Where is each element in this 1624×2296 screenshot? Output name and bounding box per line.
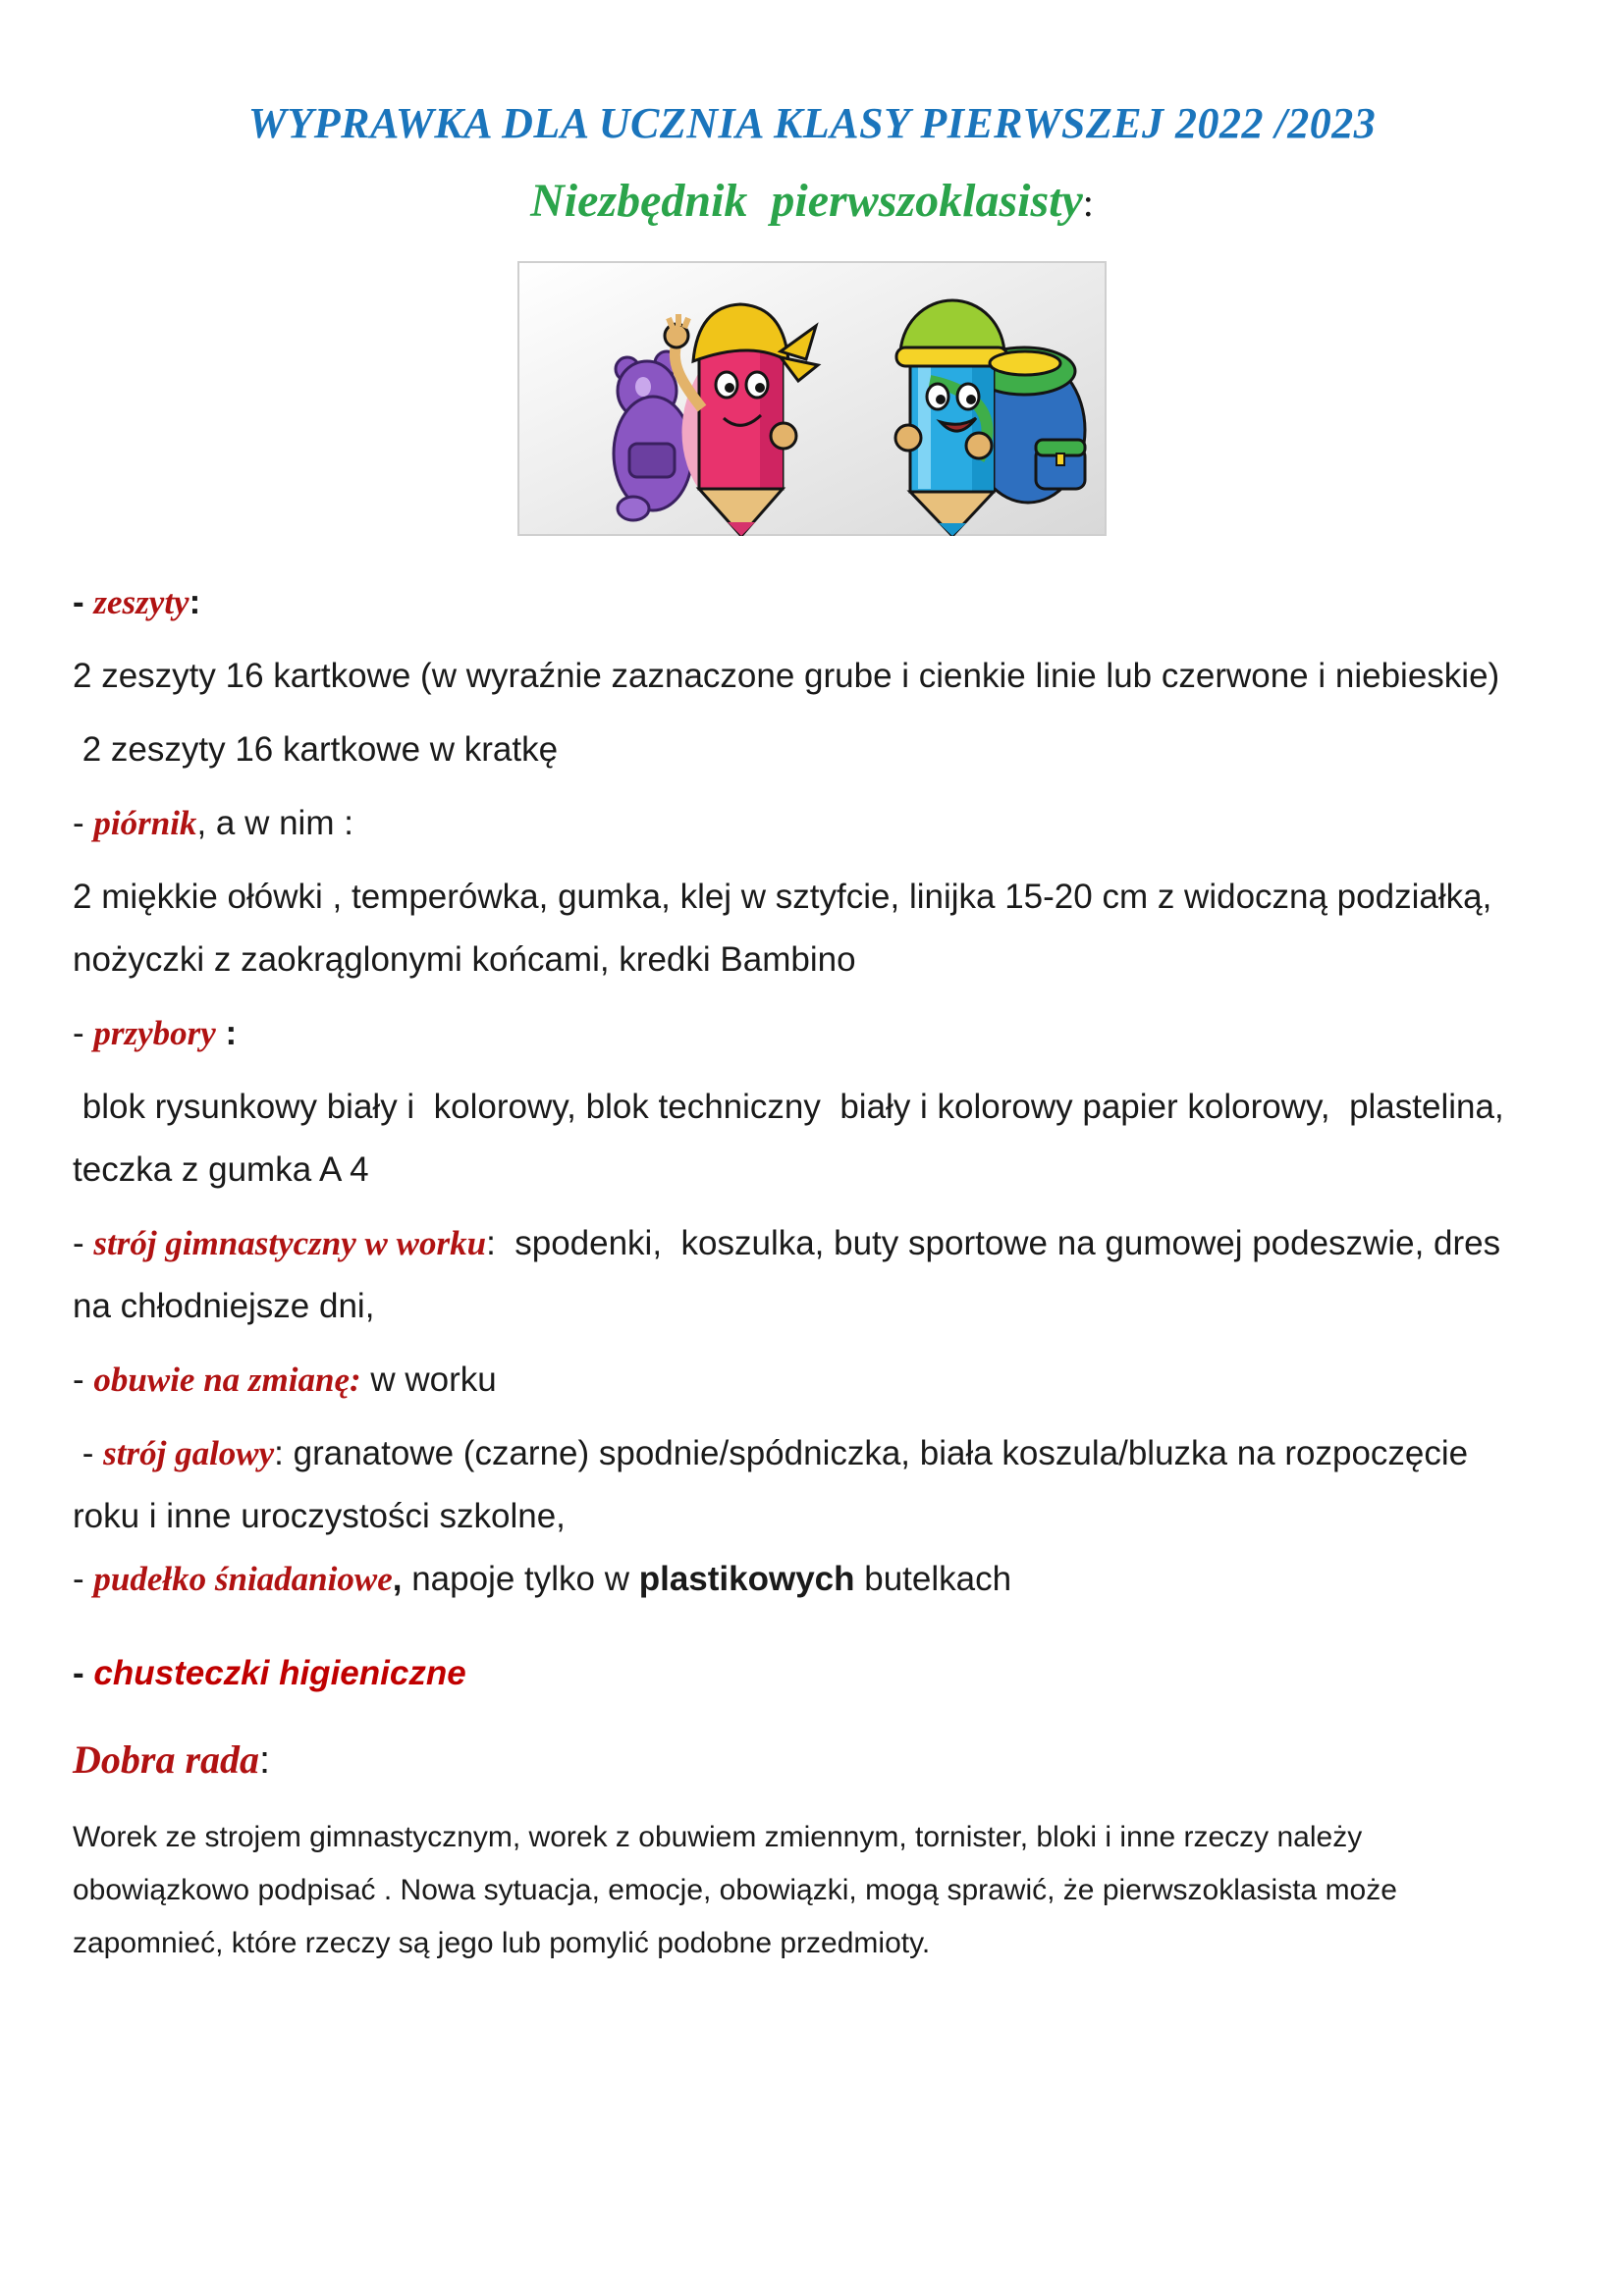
- item-label-stroj-gimnastyczny: strój gimnastyczny w worku: [93, 1224, 487, 1262]
- body-zeszyty-1: 2 zeszyty 16 kartkowe (w wyraźnie zaznaczone grube i cienkie linie lub czerwone i niebieskie): [73, 657, 1500, 695]
- item-colon: :: [189, 583, 201, 621]
- item-dash: -: [73, 1434, 104, 1472]
- item-rest: :: [215, 1014, 238, 1052]
- page-subtitle: [0, 174, 1624, 228]
- item-label-piornik: piórnik: [93, 804, 197, 842]
- footer-note: Worek ze strojem gimnastycznym, worek z obuwiem zmiennym, tornister, bloki i inne rzeczy należy obowiązkowo podpisać . Nowa sytuacja, emocje, obowiązki, mogą sprawić, że pierwszoklasista może zapomnieć, które rzeczy są jego lub pomylić podobne przedmioty.: [73, 1821, 1406, 1959]
- item-label-obuwie: obuwie na zmianę:: [93, 1361, 361, 1399]
- item-dash: -: [73, 804, 94, 842]
- item-rest: w worku: [360, 1361, 497, 1399]
- item-mid: napoje tylko w: [402, 1560, 639, 1598]
- body-przybory: blok rysunkowy biały i kolorowy, blok techniczny biały i kolorowy papier kolorowy, plastelina, teczka z gumka A 4: [73, 1088, 1514, 1189]
- item-comma: ,: [392, 1560, 403, 1598]
- item-label-zeszyty: zeszyty: [93, 583, 189, 621]
- item-label-przybory: przybory: [93, 1014, 216, 1052]
- item-dash: -: [73, 1654, 94, 1692]
- subtitle-text: Niezbędnik pierwszoklasisty: [530, 175, 1083, 227]
- item-rest: : spodenki, koszulka, buty sportowe na gumowej podeszwie, dres na chłodniejsze dni,: [73, 1224, 1510, 1325]
- item-rest: , a w nim :: [196, 804, 353, 842]
- item-dash: -: [73, 1361, 94, 1399]
- pencil-characters-image: [517, 261, 1107, 536]
- item-label-stroj-galowy: strój galowy: [103, 1434, 275, 1472]
- subtitle-colon: :: [1082, 181, 1094, 225]
- supply-list: [0, 536, 1624, 1970]
- item-label-chusteczki: chusteczki higieniczne: [93, 1654, 466, 1692]
- dobra-rada-label: Dobra rada: [73, 1737, 260, 1782]
- body-zeszyty-2: 2 zeszyty 16 kartkowe w kratkę: [73, 730, 559, 769]
- list-item-obuwie: [73, 1349, 1536, 1412]
- pencils-illustration: [517, 261, 1107, 536]
- item-dash: -: [73, 1224, 94, 1262]
- item-dash: -: [73, 1560, 94, 1598]
- list-item-piornik: [73, 792, 1536, 855]
- item-dash: -: [73, 583, 94, 621]
- list-item-stroj-galowy: [73, 1422, 1536, 1548]
- item-dash: -: [73, 1014, 94, 1052]
- list-item-przybory: [73, 1002, 1536, 1065]
- dobra-rada-colon: :: [259, 1738, 271, 1782]
- list-item-zeszyty: [73, 571, 1536, 634]
- item-bold-word: plastikowych: [638, 1560, 855, 1598]
- list-item-pudelko: [73, 1548, 1536, 1611]
- item-end: butelkach: [854, 1560, 1012, 1598]
- list-item-stroj-gimnastyczny: [73, 1212, 1536, 1338]
- item-rest: : granatowe (czarne) spodnie/spódniczka, biała koszula/bluzka na rozpoczęcie roku i inne uroczystości szkolne,: [73, 1434, 1478, 1535]
- page-title: WYPRAWKA DLA UCZNIA KLASY PIERWSZEJ 2022 /2023: [247, 99, 1377, 147]
- dobra-rada-heading: [73, 1729, 1536, 1791]
- list-item-chusteczki: [73, 1642, 1536, 1705]
- body-piornik: 2 miękkie ołówki , temperówka, gumka, klej w sztyfcie, linijka 15-20 cm z widoczną podziałką, nożyczki z zaokrąglonymi końcami, kredki Bambino: [73, 878, 1502, 979]
- item-label-pudelko: pudełko śniadaniowe: [93, 1560, 393, 1598]
